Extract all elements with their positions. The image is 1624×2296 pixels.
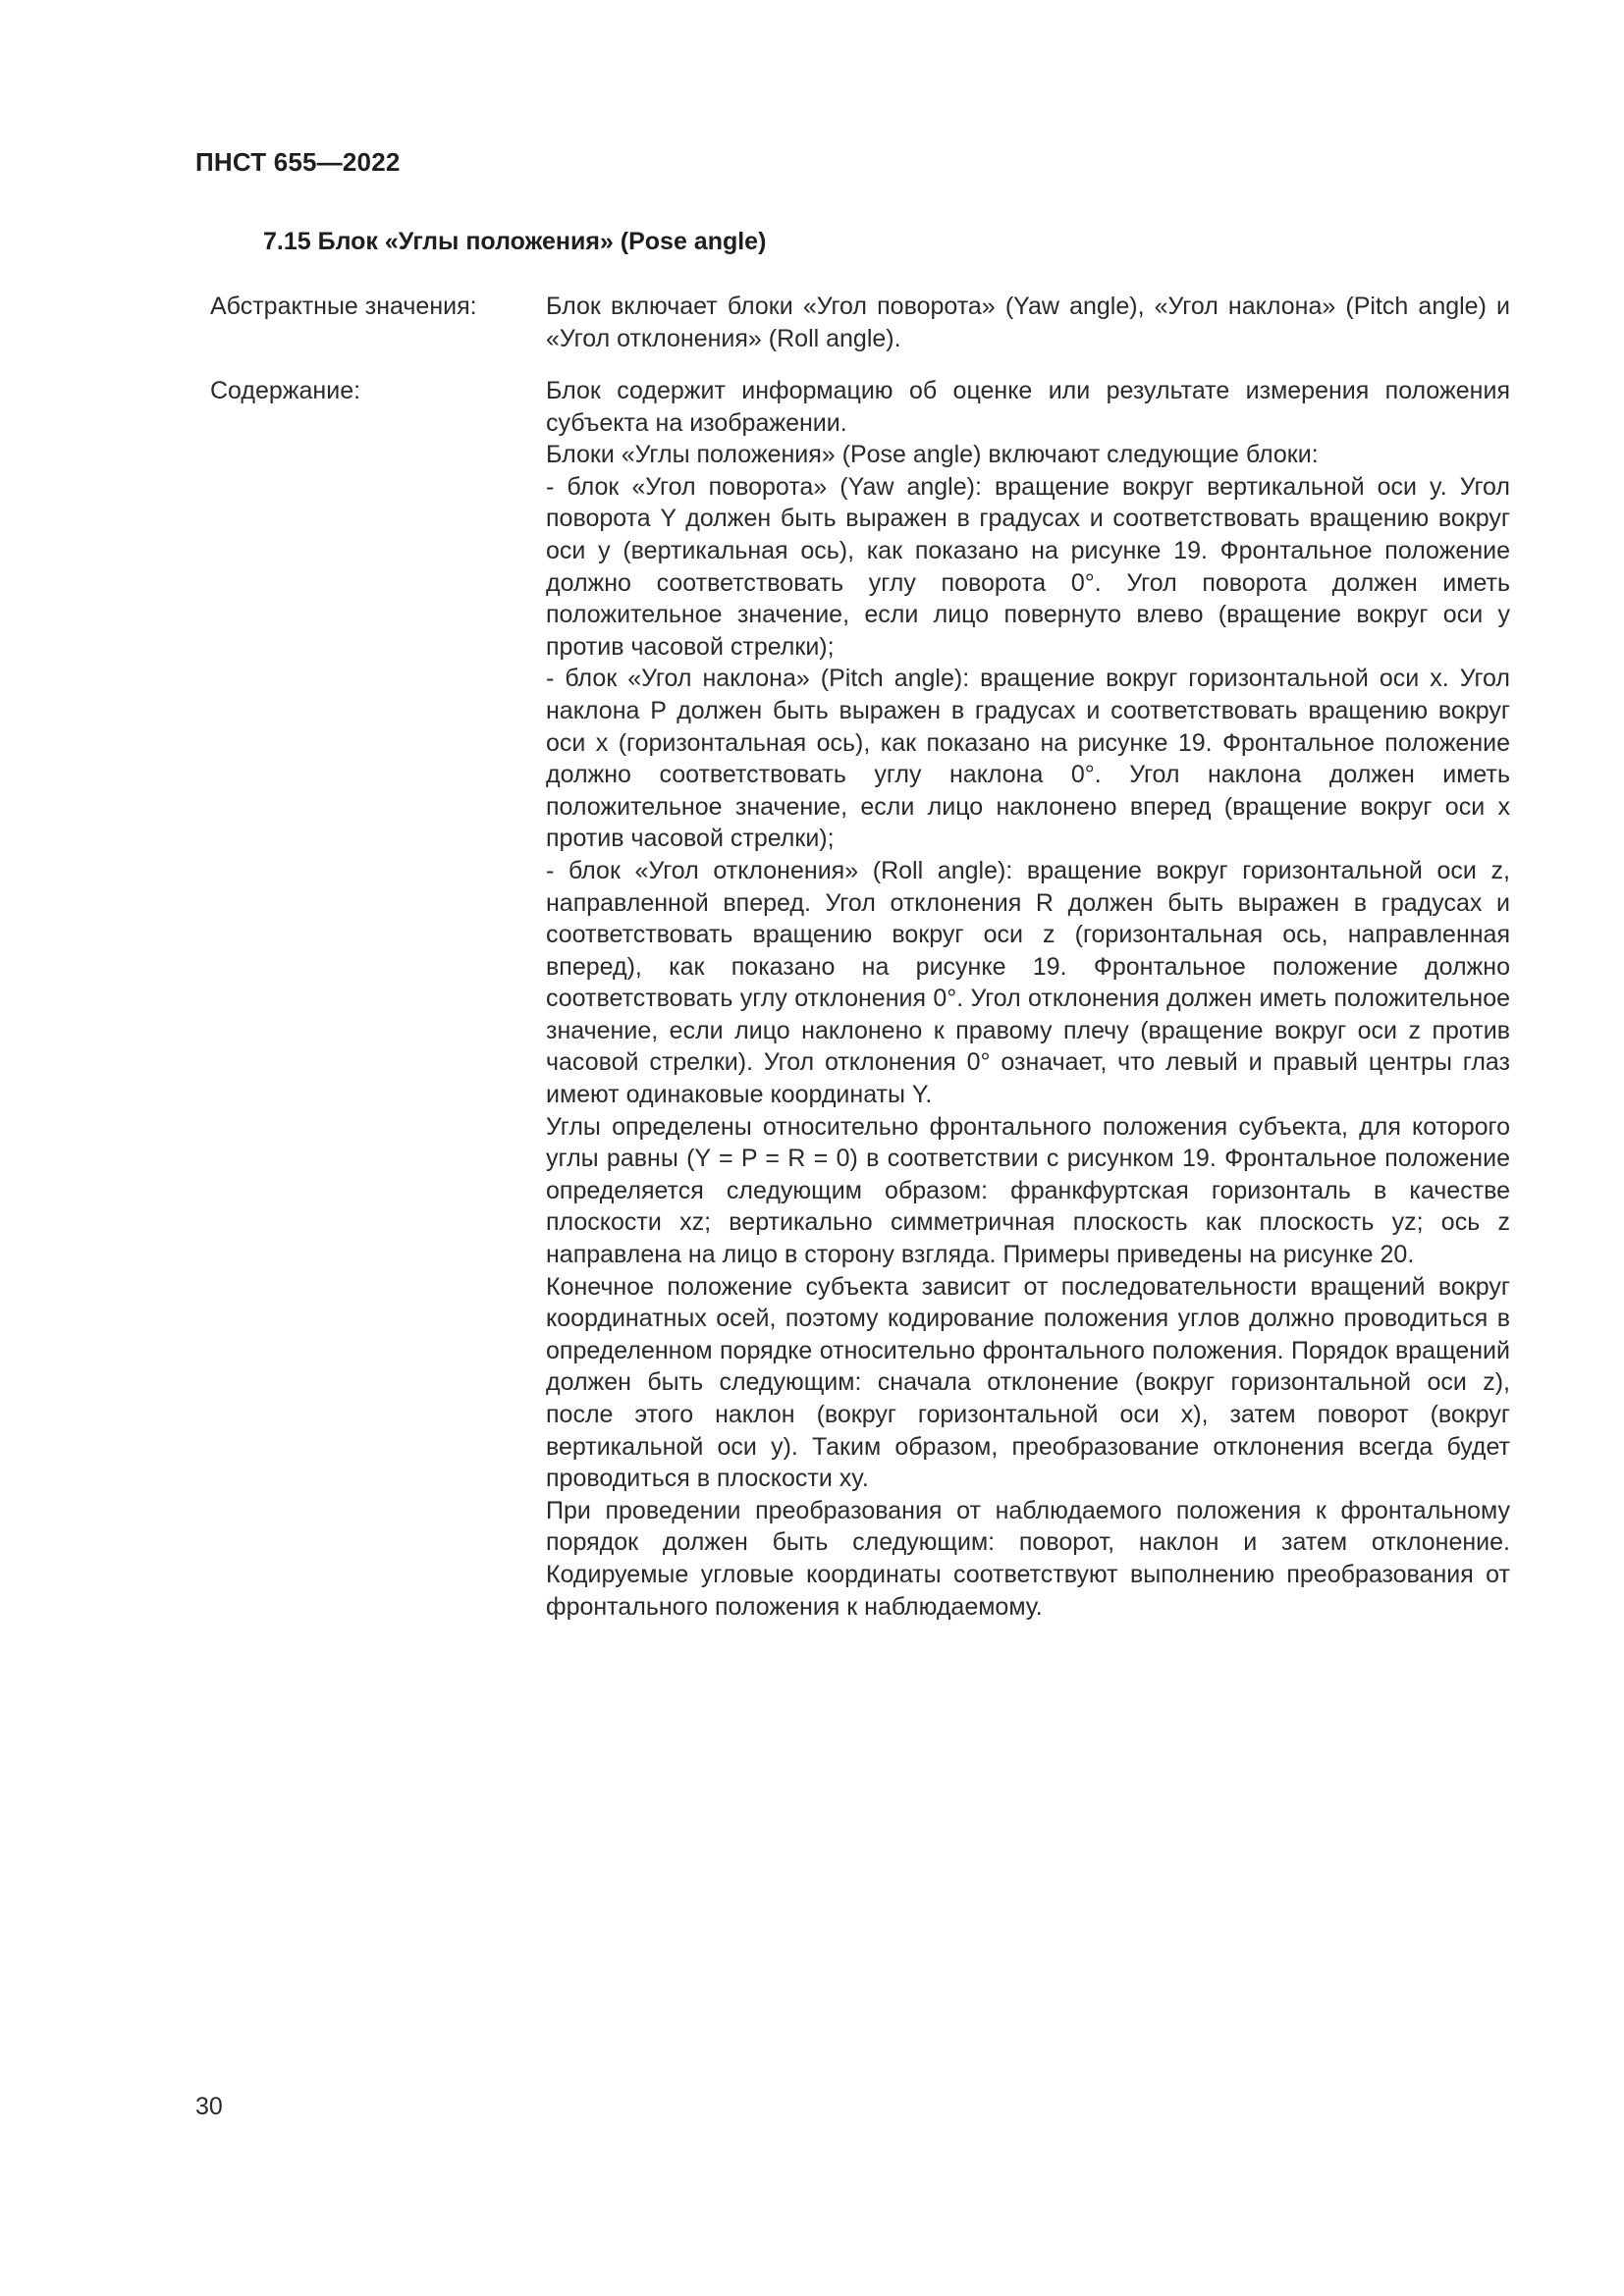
content-paragraph: Блок содержит информацию об оценке или результате измерения положения субъекта на изображении. (546, 377, 1510, 437)
page-number: 30 (195, 2093, 223, 2120)
abstract-values-paragraph: Блок включает блоки «Угол поворота» (Yaw angle), «Угол наклона» (Pitch angle) и «Угол отклонения» (Roll angle). (546, 293, 1510, 352)
content-paragraph: - блок «Угол отклонения» (Roll angle): вращение вокруг горизонтальной оси z, направленной вперед. Угол отклонения R должен быть выражен в градусах и соответствовать вращению вокруг оси z (горизонтальная ось, направленная вперед), как показано на рисунке 19. Фронтальное положение должно соответствовать углу отклонения 0°. Угол отклонения должен иметь положительное значение, если лицо наклонено к правому плечу (вращение вокруг оси z против часовой стрелки). Угол отклонения 0° означает, что левый и правый центры глаз имеют одинаковые координаты Y. (546, 856, 1510, 1109)
content-paragraph: - блок «Угол поворота» (Yaw angle): вращение вокруг вертикальной оси y. Угол поворота Y должен быть выражен в градусах и соответствовать вращению вокруг оси y (вертикальная ось), как показано на рисунке 19. Фронтальное положение должно соответствовать углу поворота 0°. Угол поворота должен иметь положительное значение, если лицо повернуто влево (вращение вокруг оси y против часовой стрелки); (546, 472, 1510, 661)
document-code: ПНСТ 655—2022 (195, 147, 401, 177)
content-paragraph: Конечное положение субъекта зависит от последовательности вращений вокруг координатных осей, поэтому кодирование положения углов должно проводиться в определенном порядке относительно фронтального положения. Порядок вращений должен быть следующим: сначала отклонение (вокруг горизонтальной оси z), после этого наклон (вокруг горизонтальной оси x), затем поворот (вокруг вертикальной оси y). Таким образом, преобразование отклонения всегда будет проводиться в плоскости xy. (546, 1272, 1510, 1493)
content-paragraph: При проведении преобразования от наблюдаемого положения к фронтальному порядок должен быть следующим: поворот, наклон и затем отклонение. Кодируемые угловые координаты соответствуют выполнению преобразования от фронтального положения к наблюдаемому. (546, 1496, 1510, 1621)
content-paragraph: Блоки «Углы положения» (Pose angle) включают следующие блоки: (546, 441, 1319, 469)
abstract-values-label: Абстрактные значения: (210, 293, 477, 320)
content-text (546, 375, 1510, 1623)
content-paragraph: - блок «Угол наклона» (Pitch angle): вращение вокруг горизонтальной оси x. Угол наклона P должен быть выражен в градусах и соответствовать вращению вокруг оси x (горизонтальная ось), как показано на рисунке 19. Фронтальное положение должно соответствовать углу наклона 0°. Угол наклона должен иметь положительное значение, если лицо наклонено вперед (вращение вокруг оси x против часовой стрелки); (546, 665, 1510, 853)
content-paragraph: Углы определены относительно фронтального положения субъекта, для которого углы равны (Y = P = R = 0) в соответствии с рисунком 19. Фронтальное положение определяется следующим образом: франкфуртская горизонталь в качестве плоскости xz; вертикально симметричная плоскость как плоскость yz; ось z направлена на лицо в сторону взгляда. Примеры приведены на рисунке 20. (546, 1112, 1510, 1269)
abstract-values-text (546, 291, 1510, 354)
content-label: Содержание: (210, 377, 361, 404)
section-heading: 7.15 Блок «Углы положения» (Pose angle) (263, 228, 767, 255)
